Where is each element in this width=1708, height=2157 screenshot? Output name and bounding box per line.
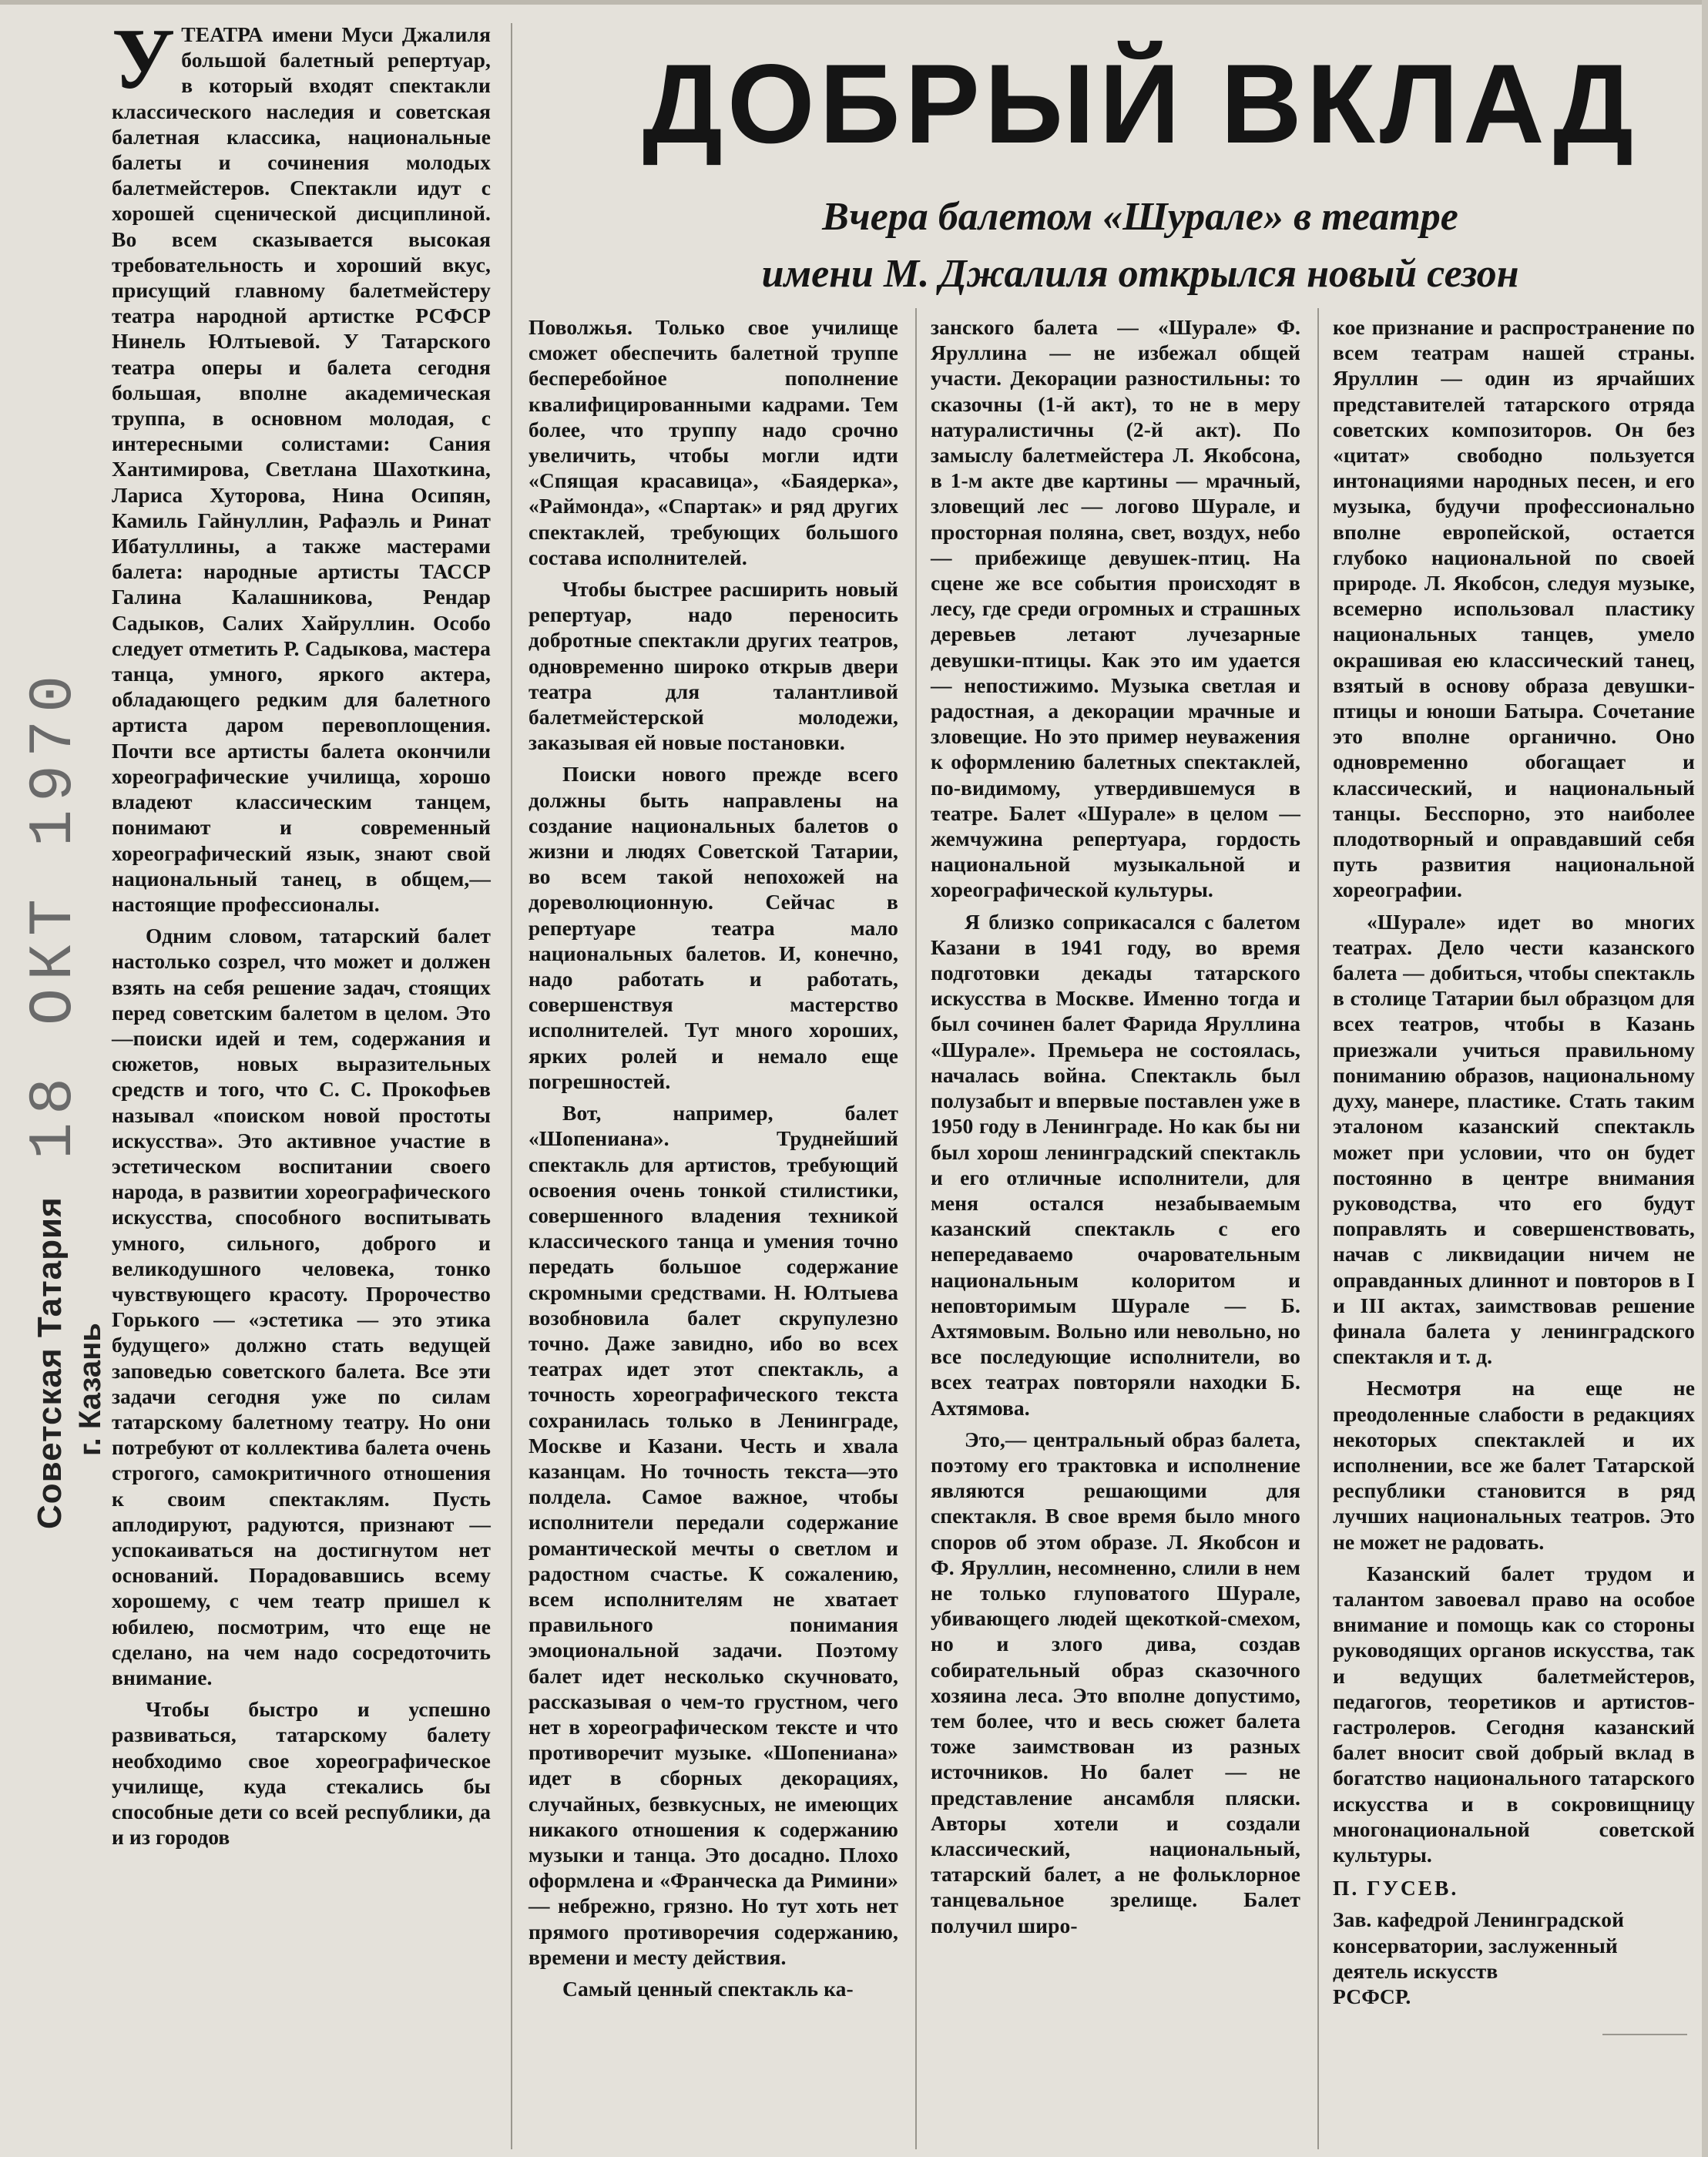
- author-credit-last: РСФСР.: [1333, 1984, 1411, 2008]
- drop-cap: У: [112, 12, 176, 107]
- article-column-1: [112, 12, 491, 1850]
- clipping-label-strip: [0, 0, 108, 2157]
- paragraph: занского балета — «Шурале» Ф. Яруллина — не избежал общей участи. Декорации разностильны: то сказочны (1-й акт), то не в меру натуралистичны (2-й акт). По замыслу балетмейстера Л. Якобсона, в 1-м акте две картины — мрачный, зловещий лес — логово Шурале, и просторная поляна, свет, воздух, небо — прибежище девушек-птиц. На сцене же все события происходят в лесу, где среди огромных и страшных деревьев летают лучезарные девушки-птицы. Как это им удается — непостижимо. Музыка светлая и радостная, а декорации мрачные и зловещие. Но это пример неуважения к оформлению балетных спектаклей, по-видимому, утвердившемуся в театре. Балет «Шурале» в целом — жемчужина репертуара, гордость национальной музыкальной и хореографической культуры.: [931, 315, 1300, 902]
- column-divider-1: [511, 23, 512, 2149]
- paragraph: [112, 12, 491, 917]
- column-divider-2: [915, 308, 917, 2149]
- scan-edge-right: [1702, 0, 1708, 2157]
- date-stamp: 18 ОКТ 1970: [19, 667, 89, 1159]
- paragraph: Вот, например, балет «Шопениана». Труднейший спектакль для артистов, требующий освоения очень тонкой стилистики, совершенного владения техникой классического танца и умения точно передать большое содержание скромными средствами. Н. Юлтыева возобновила балет скрупулезно точно. Даже завидно, ибо во всех театрах идет этот спектакль, а точность хореографического текста сохранилась только в Ленинграде, Москве и Казани. Честь и хвала казанцам. Но точность текста—это полдела. Самое важное, чтобы исполнители передали содержание романтической мечты о светлом и радостном счастье. К сожалению, всем исполнителям не хватает правильного понимания эмоциональной задачи. Поэтому балет идет несколько скучновато, рассказывая о чем-то грустном, чего нет в хореографическом тексте и что противоречит музыке. «Шопениана» идет в сборных декорациях, случайных, безвкусных, не имеющих никакого отношения к содержанию музыки и танца. Это досадно. Плохо оформлена и «Франческа да Римини» — небрежно, грязно. Но тут хоть нет прямого противоречия содержанию, времени и месту действия.: [529, 1101, 898, 1969]
- paragraph: кое признание и распространение по всем театрам нашей страны. Яруллин — один из ярчайших представителей татарского отряда советских композиторов. Он без «цитат» свободно пользуется интонациями народных песен, и его музыка, будучи профессионально вполне европейской, остается глубоко национальной по своей природе. Л. Якобсон, следуя музыке, всемерно использовал пластику национальных танцев, умело окрашивая ею классический танец, взятый в основу образа девушки-птицы и юноши Батыра. Сочетание это вполне органично. Оно одновременно обогащает и классический, и национальный танцы. Бесспорно, это наиболее плодотворный и оправдавший себя путь развития национальной хореографии.: [1333, 315, 1695, 902]
- paragraph: Поволжья. Только свое училище сможет обеспечить балетной труппе бесперебойное пополнение квалифицированными кадрами. Тем более, что труппу надо срочно увеличить, чтобы могли идти «Спящая красавица», «Баядерка», «Раймонда», «Спартак» и ряд других спектаклей, требующих большого состава исполнителей.: [529, 315, 898, 569]
- newspaper-name: Советская Татария: [31, 1196, 69, 1529]
- paragraph: Это,— центральный образ балета, поэтому его трактовка и исполнение являются решающими для спектакля. В свое время было много споров об этом образе. Л. Якобсон и Ф. Яруллин, несомненно, слили в нем не только глуповатого Шурале, убивающего людей щекоткой-смехом, но и злого дива, создав собирательный образ сказочного хозяина леса. Это вполне допустимо, тем более, что и весь сюжет балета тоже заимствован из разных источников. Но балет — не представление ансамбля пляски. Авторы хотели и создали классический, национальный, татарский балет, а не фольклорное танцевальное зрелище. Балет получил широ-: [931, 1427, 1300, 1937]
- paragraph: «Шурале» идет во многих театрах. Дело чести казанского балета — добиться, чтобы спектакль в столице Татарии был образцом для всех театров, чтобы в Казань приезжали учиться правильному пониманию образов, национальному духу, манере, пластике. Стать таким эталоном казанский спектакль может при условии, что он будет постоянно в центре внимания руководства, что его будут поправлять и совершенствовать, начав с ликвидации ничем не оправданных длиннот и повторов в I и III актах, заимствовав решение финала балета у ленинградского спектакля и т. д.: [1333, 909, 1695, 1369]
- author-credit: [1333, 1907, 1695, 2009]
- paragraph-text: ТЕАТРА имени Муси Джалиля большой балетный репертуар, в который входят спектакли классического наследия и советская балетная классика, национальные балеты и сочинения молодых балетмейстеров. Спектакли идут с хорошей сценической дисциплиной. Во всем сказывается высокая требовательность и хороший вкус, присущий главному балетмейстеру театра народной артистке РСФСР Нинель Юлтыевой. У Татарского театра оперы и балета сегодня большая, вполне академическая труппа, в основном молодая, с интересными солистами: Сания Хантимирова, Светлана Шахоткина, Лариса Хуторова, Нина Осипян, Камиль Гайнуллин, Рафаэль и Ринат Ибатуллины, а также мастерами балета: народные артисты ТАССР Галина Калашникова, Рендар Садыков, Салих Хайруллин. Особо следует отметить Р. Садыкова, мастера танца, умного, яркого актера, обладающего редким для балетного артиста даром перевоплощения. Почти все артисты балета окончили хореографические училища, хорошо владеют классическим танцем, понимают и современный хореографический язык, знают свой национальный танец, в общем,— настоящие профессионалы.: [112, 22, 491, 916]
- article-headline: ДОБРЫЙ ВКЛАД: [642, 41, 1639, 166]
- paragraph: Одним словом, татарский балет настолько созрел, что может и должен взять на себя решение задач, стоящих перед советским балетом в целом. Это—поиски идей и тем, содержания и сюжетов, новых выразительных средств и того, что С. С. Прокофьев называл «поиском новой простоты искусства». Это активное участие в эстетическом воспитании своего народа, в развитии хореографического искусства, способного воспитывать умного, сильного, доброго и великодушного человека, тонко чувствующего красоту. Пророчество Горького — «эстетика — это этика будущего» должно стать ведущей заповедью советского балета. Все эти задачи сегодня уже по силам татарскому балетному театру. Но они потребуют от коллектива балета очень строгого, самокритичного отношения к своим спектаклям. Пусть аплодируют, радуются, признают — успокаиваться на достигнутом нет оснований. Порадовавшись всему хорошему, с чем театр пришел к юбилею, посмотрим, что еще не сделано, на чем надо сосредоточить внимание.: [112, 924, 491, 1689]
- newspaper-city: г. Казань: [73, 1323, 107, 1456]
- author-credit-text: Зав. кафедрой Ленинградской консерватории, заслуженный деятель искусств: [1333, 1907, 1625, 1983]
- paragraph: Самый ценный спектакль ка-: [562, 1977, 854, 2001]
- paragraph: Несмотря на еще не преодоленные слабости в редакциях некоторых спектаклей и их исполнении, все же балет Татарской республики становится в ряд лучших национальных театров. Это не может не радовать.: [1333, 1376, 1695, 1554]
- paragraph: Казанский балет трудом и талантом завоевал право на особое внимание и помощь как со стороны руководящих органов искусства, так и ведущих балетмейстеров, педагогов, теоретиков и артистов-гастролеров. Сегодня казанский балет вносит свой добрый вклад в богатство национального татарского искусства и в сокровищницу многонациональной советской культуры.: [1333, 1561, 1695, 1867]
- paragraph: Чтобы быстрее расширить новый репертуар, надо переносить добротные спектакли других театров, одновременно широко открыв двери театра для талантливой балетмейстерской молодежи, заказывая ей новые постановки.: [529, 577, 898, 755]
- signature-rule: [1602, 2034, 1687, 2035]
- scan-edge-top: [0, 0, 1708, 5]
- article-column-2: [529, 314, 898, 2001]
- paragraph: Чтобы быстро и успешно развиваться, татарскому балету необходимо свое хореографическое училище, куда стекались бы способные дети со всей республики, да и из городов: [112, 1697, 491, 1850]
- article-subhead: [601, 189, 1679, 303]
- article-column-3: [931, 314, 1300, 1938]
- column-divider-3: [1317, 308, 1319, 2149]
- article-column-4: [1333, 314, 1695, 2009]
- author-signature: П. ГУСЕВ.: [1333, 1876, 1459, 1900]
- paragraph: Поиски нового прежде всего должны быть направлены на создание национальных балетов о жизни и людях Советской Татарии, во всем такой непохожей на дореволюционную. Сейчас в репертуаре театра мало национальных балетов. И, конечно, надо работать и работать, совершенствуя мастерство исполнителей. Тут много хороших, ярких ролей и немало еще погрешностей.: [529, 762, 898, 1093]
- paragraph: Я близко соприкасался с балетом Казани в 1941 году, во время подготовки декады татарского искусства в Москве. Именно тогда и был сочинен балет Фарида Яруллина «Шурале». Премьера не состоялась, началась война. Спектакль был полузабыт и впервые поставлен уже в 1950 году в Ленинграде. Но как бы ни был хорош ленинградский спектакль и его отличные исполнители, для меня остался незабываемым казанский спектакль с его непередаваемо очаровательным национальным колоритом и неповторимым Шурале — Б. Ахтямовым. Вольно или невольно, но все последующие исполнители, во всех театрах повторяли находки Б. Ахтямова.: [931, 909, 1300, 1420]
- subhead-line-2: имени М. Джалиля открылся новый сезон: [761, 252, 1519, 296]
- subhead-line-1: Вчера балетом «Шурале» в театре: [822, 195, 1458, 239]
